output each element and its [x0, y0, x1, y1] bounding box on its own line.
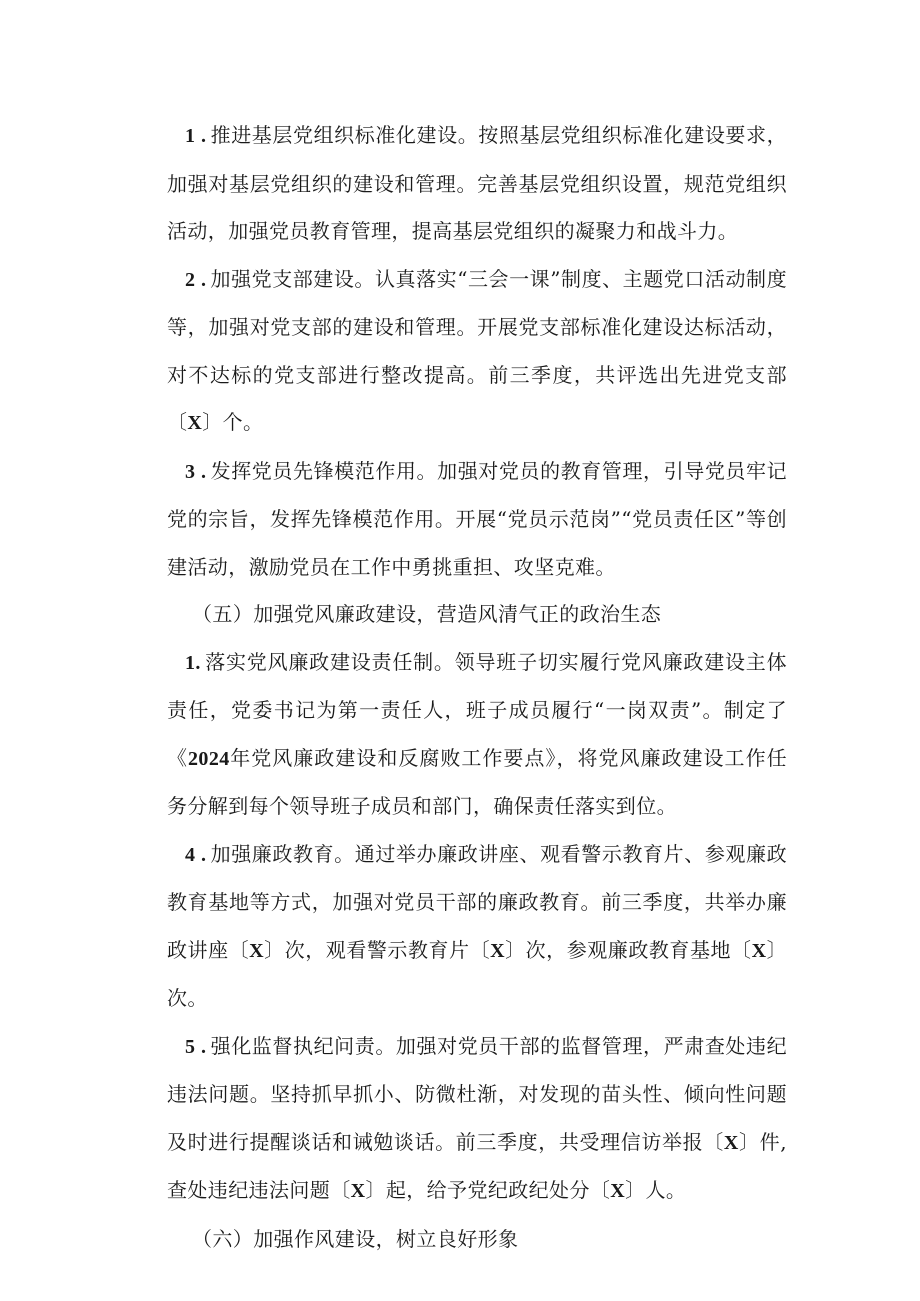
paragraph-text: 推进基层党组织标准化建设。按照基层党组织标准化建设要求，加强对基层党组织的建设和管理。完善基层党组织设置，规范党组织活动，加强党员教育管理，提高基层党组织的凝聚力和战斗力。	[167, 123, 788, 243]
item-number: 5 .	[185, 1035, 207, 1058]
placeholder-value: X	[751, 939, 767, 962]
section-heading-5: （五）加强党风廉政建设，营造风清气正的政治生态	[192, 602, 662, 626]
item-number: 1 .	[185, 125, 207, 147]
paragraph-text: 发挥党员先锋模范作用。加强对党员的教育管理，引导党员牢记党的宗旨，发挥先锋模范作用。开展“党员示范岗”“党员责任区”等创建活动，激励党员在工作中勇挑重担、攻坚克难。	[167, 458, 788, 579]
item-number: 1.	[185, 651, 201, 674]
paragraph-text: 加强廉政教育。通过举办廉政讲座、观看警示教育片、参观廉政教育基地等方式，加强对党员干部的廉政教育。前三季度，共举办廉政讲座〔	[167, 841, 788, 962]
placeholder-value: X	[610, 1180, 626, 1202]
document-body	[167, 112, 787, 1263]
placeholder-value: X	[350, 1180, 366, 1202]
paragraph-4	[167, 639, 787, 831]
placeholder-value: X	[723, 1131, 739, 1154]
item-number: 3 .	[185, 460, 207, 483]
paragraph-text: 加强党支部建设。认真落实“三会一课”制度、主题党口活动制度等，加强对党支部的建设和管理。开展党支部标准化建设达标活动，对不达标的党支部进行整改提高。前三季度，共评选出先进党支部〔	[167, 266, 787, 434]
paragraph-text: 〕次，参观廉政教育基地〔	[504, 937, 752, 962]
paragraph-3	[167, 448, 787, 592]
paragraph-text: 〕次。	[167, 937, 787, 1010]
paragraph-2	[167, 256, 787, 448]
section-heading-6: （六）加强作风建设，树立良好形象	[192, 1226, 519, 1251]
placeholder-value: X	[249, 939, 265, 962]
item-number: 2 .	[185, 268, 207, 291]
paragraph-text: 年党风廉政建设和反腐败工作要点》，将党风廉政建设工作任务分解到每个领导班子成员和部门，确保责任落实到位。	[167, 745, 787, 818]
paragraph-text: 〕人。	[625, 1178, 687, 1202]
paragraph-6	[167, 1023, 787, 1216]
paragraph-text: 〕个。	[202, 410, 264, 434]
paragraph-5	[167, 831, 787, 1023]
paragraph-text: 落实党风廉政建设责任制。领导班子切实履行党风廉政建设主体责任，党委书记为第一责任人，班子成员履行“一岗双责”。制定了《	[167, 649, 787, 770]
paragraph-text: 〕件,查处违纪违法问题〔	[167, 1129, 787, 1202]
item-number: 4 .	[185, 843, 207, 866]
placeholder-value: X	[490, 939, 505, 962]
year-value: 2024	[188, 747, 230, 770]
paragraph-text: 〕次，观看警示教育片〔	[264, 937, 491, 962]
paragraph-1	[167, 112, 787, 256]
placeholder-value: X	[187, 412, 203, 434]
paragraph-text: 强化监督执纪问责。加强对党员干部的监督管理，严肃查处违纪违法问题。坚持抓早抓小、防微杜渐，对发现的苗头性、倾向性问题及时进行提醒谈话和诫勉谈话。前三季度，共受理信访举报〔	[167, 1033, 788, 1154]
paragraph-text: 〕起，给予党纪政纪处分〔	[365, 1178, 611, 1202]
